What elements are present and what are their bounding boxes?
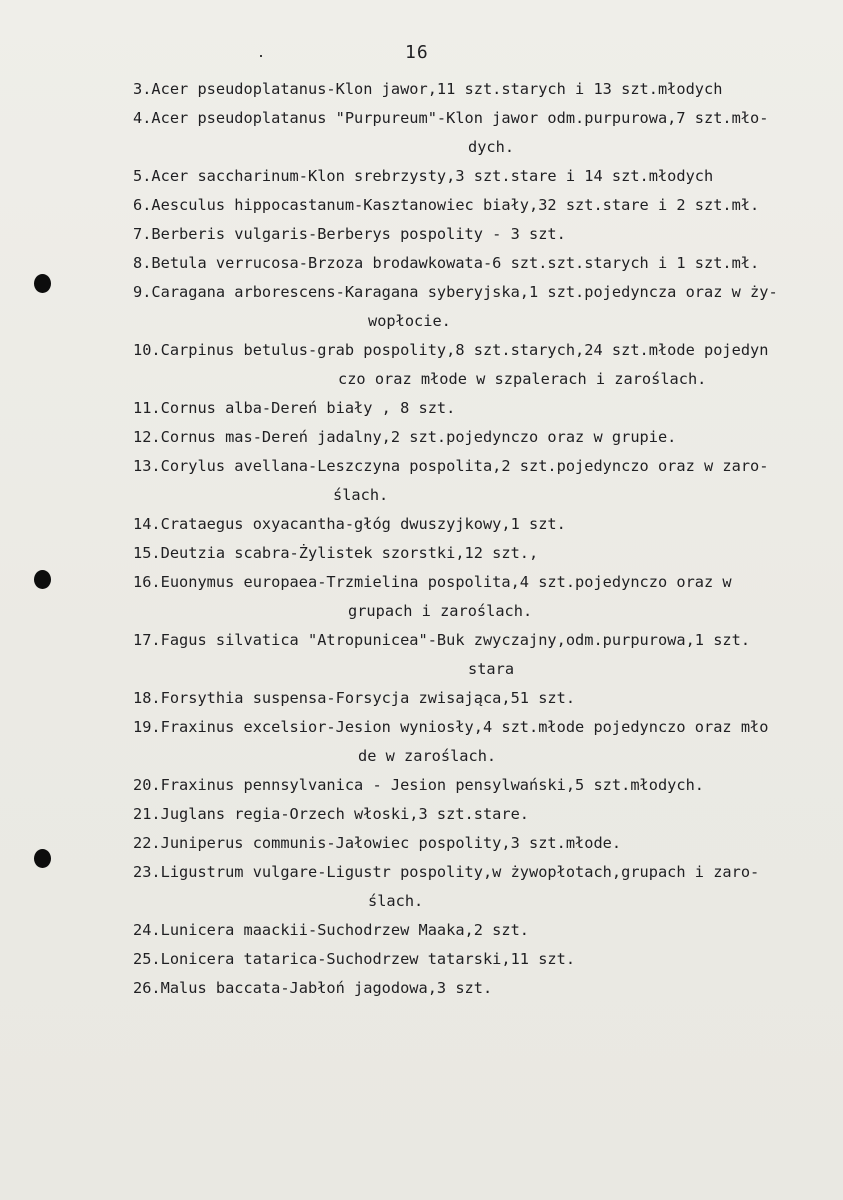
- list-item: [133, 423, 843, 452]
- page-number: 16: [405, 42, 429, 63]
- entry-line: 7.Berberis vulgaris-Berberys pospolity - 3 szt.: [133, 225, 566, 243]
- list-item: [133, 568, 843, 626]
- list-item: [133, 684, 843, 713]
- list-item: [133, 713, 843, 771]
- list-item: [133, 771, 843, 800]
- list-item: [133, 858, 843, 916]
- entry-line: 3.Acer pseudoplatanus-Klon jawor,11 szt.starych i 13 szt.młodych: [133, 80, 723, 98]
- entry-line: 6.Aesculus hippocastanum-Kasztanowiec biały,32 szt.stare i 2 szt.mł.: [133, 196, 760, 214]
- list-item: [133, 336, 843, 394]
- entry-line: 23.Ligustrum vulgare-Ligustr pospolity,w żywopłotach,grupach i zaro-: [133, 863, 760, 881]
- entry-line: 20.Fraxinus pennsylvanica - Jesion pensylwański,5 szt.młodych.: [133, 776, 704, 794]
- entry-line: 22.Juniperus communis-Jałowiec pospolity,3 szt.młode.: [133, 834, 622, 852]
- species-list: [133, 75, 843, 1003]
- list-item: [133, 394, 843, 423]
- entry-line: 26.Malus baccata-Jabłoń jagodowa,3 szt.: [133, 979, 493, 997]
- entry-continuation: stara: [468, 660, 515, 678]
- list-item: [133, 945, 843, 974]
- list-item: [133, 249, 843, 278]
- entry-line: 25.Lonicera tatarica-Suchodrzew tatarski,11 szt.: [133, 950, 576, 968]
- entry-line: 5.Acer saccharinum-Klon srebrzysty,3 szt.stare i 14 szt.młodych: [133, 167, 714, 185]
- entry-line: 17.Fagus silvatica "Atropunicea"-Buk zwyczajny,odm.purpurowa,1 szt.: [133, 631, 751, 649]
- entry-line: 14.Crataegus oxyacantha-głóg dwuszyjkowy,1 szt.: [133, 515, 566, 533]
- entry-line: 13.Corylus avellana-Leszczyna pospolita,2 szt.pojedynczo oraz w zaro-: [133, 457, 769, 475]
- list-item: [133, 539, 843, 568]
- entry-line: 19.Fraxinus excelsior-Jesion wyniosły,4 szt.młode pojedynczo oraz mło: [133, 718, 769, 736]
- entry-continuation: czo oraz młode w szpalerach i zaroślach.: [338, 370, 707, 388]
- list-item: [133, 916, 843, 945]
- entry-line: 21.Juglans regia-Orzech włoski,3 szt.stare.: [133, 805, 530, 823]
- entry-line: 4.Acer pseudoplatanus "Purpureum"-Klon jawor odm.purpurowa,7 szt.mło-: [133, 109, 769, 127]
- entry-continuation: de w zaroślach.: [358, 747, 497, 765]
- list-item: [133, 510, 843, 539]
- entry-line: 15.Deutzia scabra-Żylistek szorstki,12 szt.,: [133, 544, 539, 562]
- entry-line: 9.Caragana arborescens-Karagana syberyjska,1 szt.pojedyncza oraz w ży-: [133, 283, 778, 301]
- entry-line: 11.Cornus alba-Dereń biały , 8 szt.: [133, 399, 456, 417]
- ink-speck: [260, 55, 262, 57]
- entry-line: 12.Cornus mas-Dereń jadalny,2 szt.pojedynczo oraz w grupie.: [133, 428, 677, 446]
- list-item: [133, 162, 843, 191]
- entry-line: 24.Lunicera maackii-Suchodrzew Maaka,2 szt.: [133, 921, 530, 939]
- list-item: [133, 626, 843, 684]
- entry-line: 8.Betula verrucosa-Brzoza brodawkowata-6 szt.szt.starych i 1 szt.mł.: [133, 254, 760, 272]
- list-item: [133, 829, 843, 858]
- list-item: [133, 452, 843, 510]
- list-item: [133, 75, 843, 104]
- list-item: [133, 191, 843, 220]
- entry-continuation: ślach.: [333, 486, 389, 504]
- punch-hole: [34, 849, 51, 868]
- entry-continuation: ślach.: [368, 892, 424, 910]
- list-item: [133, 800, 843, 829]
- list-item: [133, 104, 843, 162]
- entry-line: 16.Euonymus europaea-Trzmielina pospolita,4 szt.pojedynczo oraz w: [133, 573, 732, 591]
- entry-continuation: grupach i zaroślach.: [348, 602, 533, 620]
- entry-continuation: wopłocie.: [368, 312, 451, 330]
- entry-continuation: dych.: [468, 138, 515, 156]
- list-item: [133, 974, 843, 1003]
- list-item: [133, 220, 843, 249]
- punch-hole: [34, 274, 51, 293]
- entry-line: 10.Carpinus betulus-grab pospolity,8 szt.starych,24 szt.młode pojedyn: [133, 341, 769, 359]
- entry-line: 18.Forsythia suspensa-Forsycja zwisająca,51 szt.: [133, 689, 576, 707]
- punch-hole: [34, 570, 51, 589]
- list-item: [133, 278, 843, 336]
